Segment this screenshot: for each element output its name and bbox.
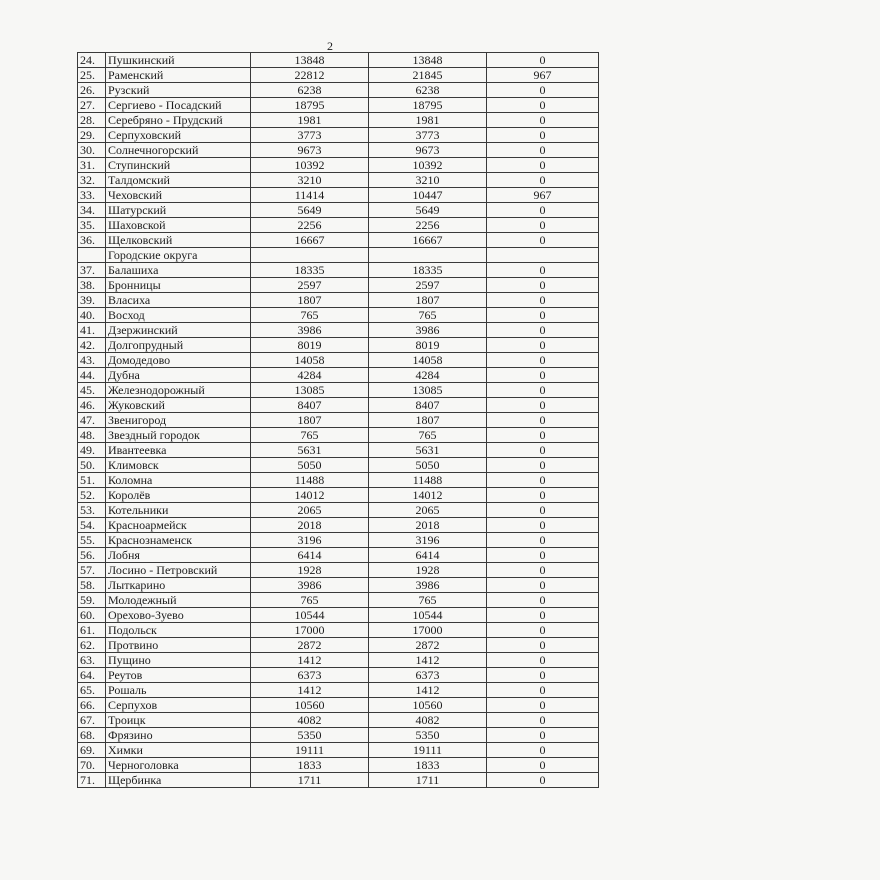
row-number-cell: 37.	[78, 263, 106, 278]
table-row	[78, 443, 599, 458]
value-c-cell: 0	[487, 233, 599, 248]
value-a-cell: 16667	[251, 233, 369, 248]
value-c-cell: 0	[487, 458, 599, 473]
district-name-cell: Дзержинский	[106, 323, 251, 338]
value-a-cell: 1412	[251, 683, 369, 698]
value-b-cell: 1833	[369, 758, 487, 773]
table-row	[78, 743, 599, 758]
value-a-cell: 17000	[251, 623, 369, 638]
table-row	[78, 353, 599, 368]
value-a-cell: 3196	[251, 533, 369, 548]
district-name-cell: Климовск	[106, 458, 251, 473]
row-number-cell: 33.	[78, 188, 106, 203]
value-b-cell: 1807	[369, 293, 487, 308]
district-name-cell: Протвино	[106, 638, 251, 653]
value-b-cell: 3986	[369, 578, 487, 593]
row-number-cell: 36.	[78, 233, 106, 248]
value-b-cell: 8019	[369, 338, 487, 353]
table-row	[78, 713, 599, 728]
row-number-cell	[78, 248, 106, 263]
value-b-cell: 13085	[369, 383, 487, 398]
value-c-cell: 0	[487, 773, 599, 788]
value-c-cell: 0	[487, 563, 599, 578]
value-c-cell: 0	[487, 713, 599, 728]
value-c-cell: 0	[487, 218, 599, 233]
value-a-cell: 5631	[251, 443, 369, 458]
district-name-cell: Рузский	[106, 83, 251, 98]
value-a-cell: 6373	[251, 668, 369, 683]
value-c-cell: 0	[487, 263, 599, 278]
table-row	[78, 668, 599, 683]
value-c-cell	[487, 248, 599, 263]
value-c-cell: 0	[487, 158, 599, 173]
row-number-cell: 30.	[78, 143, 106, 158]
table-row	[78, 323, 599, 338]
table-row	[78, 653, 599, 668]
value-b-cell: 765	[369, 308, 487, 323]
district-name-cell: Краснознаменск	[106, 533, 251, 548]
value-a-cell: 6414	[251, 548, 369, 563]
table-row	[78, 233, 599, 248]
row-number-cell: 40.	[78, 308, 106, 323]
district-name-cell: Бронницы	[106, 278, 251, 293]
table-row	[78, 458, 599, 473]
value-c-cell: 0	[487, 593, 599, 608]
table-row	[78, 518, 599, 533]
row-number-cell: 56.	[78, 548, 106, 563]
district-name-cell: Пушкинский	[106, 53, 251, 68]
value-a-cell: 8407	[251, 398, 369, 413]
value-c-cell: 0	[487, 293, 599, 308]
value-c-cell: 0	[487, 488, 599, 503]
value-b-cell: 3986	[369, 323, 487, 338]
table-row	[78, 263, 599, 278]
value-c-cell: 0	[487, 758, 599, 773]
district-name-cell: Власиха	[106, 293, 251, 308]
district-name-cell: Красноармейск	[106, 518, 251, 533]
value-b-cell: 13848	[369, 53, 487, 68]
value-b-cell: 17000	[369, 623, 487, 638]
value-a-cell: 1981	[251, 113, 369, 128]
value-b-cell: 1928	[369, 563, 487, 578]
value-b-cell: 14012	[369, 488, 487, 503]
value-b-cell: 3196	[369, 533, 487, 548]
table-row	[78, 308, 599, 323]
value-b-cell: 1412	[369, 653, 487, 668]
value-a-cell: 2597	[251, 278, 369, 293]
value-c-cell: 0	[487, 368, 599, 383]
district-name-cell: Лобня	[106, 548, 251, 563]
value-b-cell: 1711	[369, 773, 487, 788]
district-name-cell: Щелковский	[106, 233, 251, 248]
row-number-cell: 55.	[78, 533, 106, 548]
district-name-cell: Восход	[106, 308, 251, 323]
value-c-cell: 0	[487, 698, 599, 713]
value-a-cell: 10544	[251, 608, 369, 623]
value-a-cell: 1807	[251, 293, 369, 308]
page-number: 2	[327, 39, 333, 53]
row-number-cell: 54.	[78, 518, 106, 533]
table-row	[78, 413, 599, 428]
value-a-cell: 3773	[251, 128, 369, 143]
value-b-cell	[369, 248, 487, 263]
value-a-cell: 1412	[251, 653, 369, 668]
district-name-cell: Городские округа	[106, 248, 251, 263]
value-b-cell: 6238	[369, 83, 487, 98]
value-c-cell: 0	[487, 473, 599, 488]
value-a-cell: 13085	[251, 383, 369, 398]
value-b-cell: 9673	[369, 143, 487, 158]
district-name-cell: Молодежный	[106, 593, 251, 608]
row-number-cell: 60.	[78, 608, 106, 623]
value-a-cell: 8019	[251, 338, 369, 353]
row-number-cell: 50.	[78, 458, 106, 473]
value-b-cell: 2597	[369, 278, 487, 293]
value-b-cell: 10544	[369, 608, 487, 623]
row-number-cell: 71.	[78, 773, 106, 788]
value-b-cell: 8407	[369, 398, 487, 413]
value-c-cell: 0	[487, 98, 599, 113]
value-c-cell: 0	[487, 53, 599, 68]
row-number-cell: 38.	[78, 278, 106, 293]
district-name-cell: Домодедово	[106, 353, 251, 368]
table-row	[78, 728, 599, 743]
district-name-cell: Балашиха	[106, 263, 251, 278]
district-name-cell: Фрязино	[106, 728, 251, 743]
value-c-cell: 0	[487, 608, 599, 623]
district-name-cell: Серпуховский	[106, 128, 251, 143]
district-name-cell: Щербинка	[106, 773, 251, 788]
value-c-cell: 0	[487, 533, 599, 548]
table-row	[78, 488, 599, 503]
value-c-cell: 0	[487, 578, 599, 593]
row-number-cell: 31.	[78, 158, 106, 173]
row-number-cell: 46.	[78, 398, 106, 413]
district-name-cell: Раменский	[106, 68, 251, 83]
row-number-cell: 42.	[78, 338, 106, 353]
value-b-cell: 10560	[369, 698, 487, 713]
district-name-cell: Ступинский	[106, 158, 251, 173]
value-b-cell: 14058	[369, 353, 487, 368]
district-name-cell: Жуковский	[106, 398, 251, 413]
value-b-cell: 21845	[369, 68, 487, 83]
row-number-cell: 32.	[78, 173, 106, 188]
value-c-cell: 0	[487, 83, 599, 98]
value-a-cell: 2018	[251, 518, 369, 533]
row-number-cell: 62.	[78, 638, 106, 653]
value-a-cell: 4284	[251, 368, 369, 383]
value-c-cell: 0	[487, 653, 599, 668]
value-a-cell: 19111	[251, 743, 369, 758]
table-row	[78, 158, 599, 173]
row-number-cell: 66.	[78, 698, 106, 713]
row-number-cell: 61.	[78, 623, 106, 638]
value-b-cell: 1981	[369, 113, 487, 128]
district-name-cell: Троицк	[106, 713, 251, 728]
row-number-cell: 69.	[78, 743, 106, 758]
row-number-cell: 41.	[78, 323, 106, 338]
district-name-cell: Талдомский	[106, 173, 251, 188]
value-a-cell: 765	[251, 593, 369, 608]
value-c-cell: 0	[487, 308, 599, 323]
row-number-cell: 47.	[78, 413, 106, 428]
value-b-cell: 2872	[369, 638, 487, 653]
table-row	[78, 593, 599, 608]
value-b-cell: 18795	[369, 98, 487, 113]
value-a-cell: 4082	[251, 713, 369, 728]
district-name-cell: Железнодорожный	[106, 383, 251, 398]
row-number-cell: 25.	[78, 68, 106, 83]
row-number-cell: 35.	[78, 218, 106, 233]
value-c-cell: 0	[487, 668, 599, 683]
table-row	[78, 503, 599, 518]
value-b-cell: 4284	[369, 368, 487, 383]
row-number-cell: 58.	[78, 578, 106, 593]
row-number-cell: 64.	[78, 668, 106, 683]
value-a-cell: 1928	[251, 563, 369, 578]
value-a-cell: 9673	[251, 143, 369, 158]
value-a-cell: 10560	[251, 698, 369, 713]
value-b-cell: 5631	[369, 443, 487, 458]
value-a-cell: 5350	[251, 728, 369, 743]
district-name-cell: Подольск	[106, 623, 251, 638]
value-c-cell: 0	[487, 413, 599, 428]
value-a-cell: 2872	[251, 638, 369, 653]
row-number-cell: 49.	[78, 443, 106, 458]
value-c-cell: 0	[487, 548, 599, 563]
district-name-cell: Лыткарино	[106, 578, 251, 593]
value-c-cell: 0	[487, 728, 599, 743]
district-name-cell: Серпухов	[106, 698, 251, 713]
row-number-cell: 48.	[78, 428, 106, 443]
table-row	[78, 698, 599, 713]
table-row	[78, 113, 599, 128]
district-name-cell: Коломна	[106, 473, 251, 488]
value-c-cell: 0	[487, 623, 599, 638]
district-name-cell: Черноголовка	[106, 758, 251, 773]
table-row	[78, 683, 599, 698]
value-a-cell: 3986	[251, 323, 369, 338]
district-name-cell: Шаховской	[106, 218, 251, 233]
value-a-cell: 2256	[251, 218, 369, 233]
district-name-cell: Орехово-Зуево	[106, 608, 251, 623]
table-row	[78, 188, 599, 203]
value-a-cell: 10392	[251, 158, 369, 173]
table-row	[78, 623, 599, 638]
row-number-cell: 52.	[78, 488, 106, 503]
value-a-cell: 14012	[251, 488, 369, 503]
district-name-cell: Долгопрудный	[106, 338, 251, 353]
value-b-cell: 1412	[369, 683, 487, 698]
district-name-cell: Звенигород	[106, 413, 251, 428]
value-b-cell: 3210	[369, 173, 487, 188]
district-name-cell: Шатурский	[106, 203, 251, 218]
data-table	[77, 52, 599, 788]
row-number-cell: 45.	[78, 383, 106, 398]
value-b-cell: 18335	[369, 263, 487, 278]
table-row	[78, 278, 599, 293]
value-c-cell: 0	[487, 278, 599, 293]
district-name-cell: Сергиево - Посадский	[106, 98, 251, 113]
value-b-cell: 6414	[369, 548, 487, 563]
value-c-cell: 0	[487, 353, 599, 368]
row-number-cell: 53.	[78, 503, 106, 518]
value-b-cell: 19111	[369, 743, 487, 758]
district-name-cell: Пущино	[106, 653, 251, 668]
table-row	[78, 368, 599, 383]
value-c-cell: 0	[487, 638, 599, 653]
table-row	[78, 293, 599, 308]
value-a-cell: 5649	[251, 203, 369, 218]
table-row	[78, 533, 599, 548]
value-c-cell: 0	[487, 518, 599, 533]
value-b-cell: 4082	[369, 713, 487, 728]
row-number-cell: 57.	[78, 563, 106, 578]
value-c-cell: 0	[487, 683, 599, 698]
district-name-cell: Королёв	[106, 488, 251, 503]
table-row	[78, 338, 599, 353]
value-a-cell: 6238	[251, 83, 369, 98]
value-a-cell	[251, 248, 369, 263]
table-row	[78, 563, 599, 578]
value-c-cell: 0	[487, 443, 599, 458]
table-row	[78, 68, 599, 83]
table-row	[78, 203, 599, 218]
table-row	[78, 53, 599, 68]
district-name-cell: Реутов	[106, 668, 251, 683]
value-c-cell: 0	[487, 383, 599, 398]
row-number-cell: 70.	[78, 758, 106, 773]
value-b-cell: 2256	[369, 218, 487, 233]
value-a-cell: 1807	[251, 413, 369, 428]
table-body	[78, 53, 599, 788]
district-name-cell: Серебряно - Прудский	[106, 113, 251, 128]
value-a-cell: 765	[251, 428, 369, 443]
value-c-cell: 0	[487, 143, 599, 158]
value-b-cell: 1807	[369, 413, 487, 428]
row-number-cell: 51.	[78, 473, 106, 488]
row-number-cell: 27.	[78, 98, 106, 113]
value-a-cell: 3210	[251, 173, 369, 188]
value-b-cell: 5050	[369, 458, 487, 473]
row-number-cell: 28.	[78, 113, 106, 128]
district-name-cell: Рошаль	[106, 683, 251, 698]
value-c-cell: 0	[487, 503, 599, 518]
value-c-cell: 0	[487, 113, 599, 128]
row-number-cell: 24.	[78, 53, 106, 68]
row-number-cell: 43.	[78, 353, 106, 368]
value-b-cell: 765	[369, 428, 487, 443]
value-c-cell: 967	[487, 188, 599, 203]
value-b-cell: 10392	[369, 158, 487, 173]
value-a-cell: 765	[251, 308, 369, 323]
value-a-cell: 11414	[251, 188, 369, 203]
value-b-cell: 3773	[369, 128, 487, 143]
value-c-cell: 0	[487, 428, 599, 443]
value-b-cell: 2018	[369, 518, 487, 533]
value-b-cell: 6373	[369, 668, 487, 683]
row-number-cell: 65.	[78, 683, 106, 698]
district-name-cell: Солнечногорский	[106, 143, 251, 158]
table-row	[78, 128, 599, 143]
value-b-cell: 16667	[369, 233, 487, 248]
district-name-cell: Ивантеевка	[106, 443, 251, 458]
row-number-cell: 29.	[78, 128, 106, 143]
table-row	[78, 383, 599, 398]
row-number-cell: 39.	[78, 293, 106, 308]
value-a-cell: 1833	[251, 758, 369, 773]
district-name-cell: Чеховский	[106, 188, 251, 203]
value-b-cell: 765	[369, 593, 487, 608]
value-a-cell: 22812	[251, 68, 369, 83]
row-number-cell: 59.	[78, 593, 106, 608]
value-c-cell: 0	[487, 743, 599, 758]
value-a-cell: 3986	[251, 578, 369, 593]
district-name-cell: Дубна	[106, 368, 251, 383]
table-row	[78, 638, 599, 653]
table-row	[78, 578, 599, 593]
district-name-cell: Звездный городок	[106, 428, 251, 443]
row-number-cell: 63.	[78, 653, 106, 668]
value-b-cell: 5350	[369, 728, 487, 743]
table-row	[78, 143, 599, 158]
value-c-cell: 0	[487, 128, 599, 143]
value-b-cell: 2065	[369, 503, 487, 518]
table-row	[78, 398, 599, 413]
row-number-cell: 68.	[78, 728, 106, 743]
table-row	[78, 548, 599, 563]
value-a-cell: 18795	[251, 98, 369, 113]
table-row	[78, 173, 599, 188]
value-c-cell: 0	[487, 338, 599, 353]
table-row	[78, 428, 599, 443]
row-number-cell: 34.	[78, 203, 106, 218]
value-b-cell: 10447	[369, 188, 487, 203]
table-row	[78, 83, 599, 98]
value-c-cell: 967	[487, 68, 599, 83]
row-number-cell: 44.	[78, 368, 106, 383]
district-name-cell: Котельники	[106, 503, 251, 518]
table-row	[78, 758, 599, 773]
district-name-cell: Химки	[106, 743, 251, 758]
table-row	[78, 608, 599, 623]
value-c-cell: 0	[487, 173, 599, 188]
table-row	[78, 218, 599, 233]
value-a-cell: 18335	[251, 263, 369, 278]
value-b-cell: 5649	[369, 203, 487, 218]
value-a-cell: 2065	[251, 503, 369, 518]
table-row	[78, 473, 599, 488]
district-name-cell: Лосино - Петровский	[106, 563, 251, 578]
value-c-cell: 0	[487, 203, 599, 218]
value-a-cell: 11488	[251, 473, 369, 488]
value-a-cell: 14058	[251, 353, 369, 368]
section-header-row	[78, 248, 599, 263]
value-a-cell: 13848	[251, 53, 369, 68]
table-row	[78, 98, 599, 113]
table-row	[78, 773, 599, 788]
value-a-cell: 1711	[251, 773, 369, 788]
row-number-cell: 67.	[78, 713, 106, 728]
value-c-cell: 0	[487, 398, 599, 413]
value-c-cell: 0	[487, 323, 599, 338]
value-a-cell: 5050	[251, 458, 369, 473]
row-number-cell: 26.	[78, 83, 106, 98]
value-b-cell: 11488	[369, 473, 487, 488]
